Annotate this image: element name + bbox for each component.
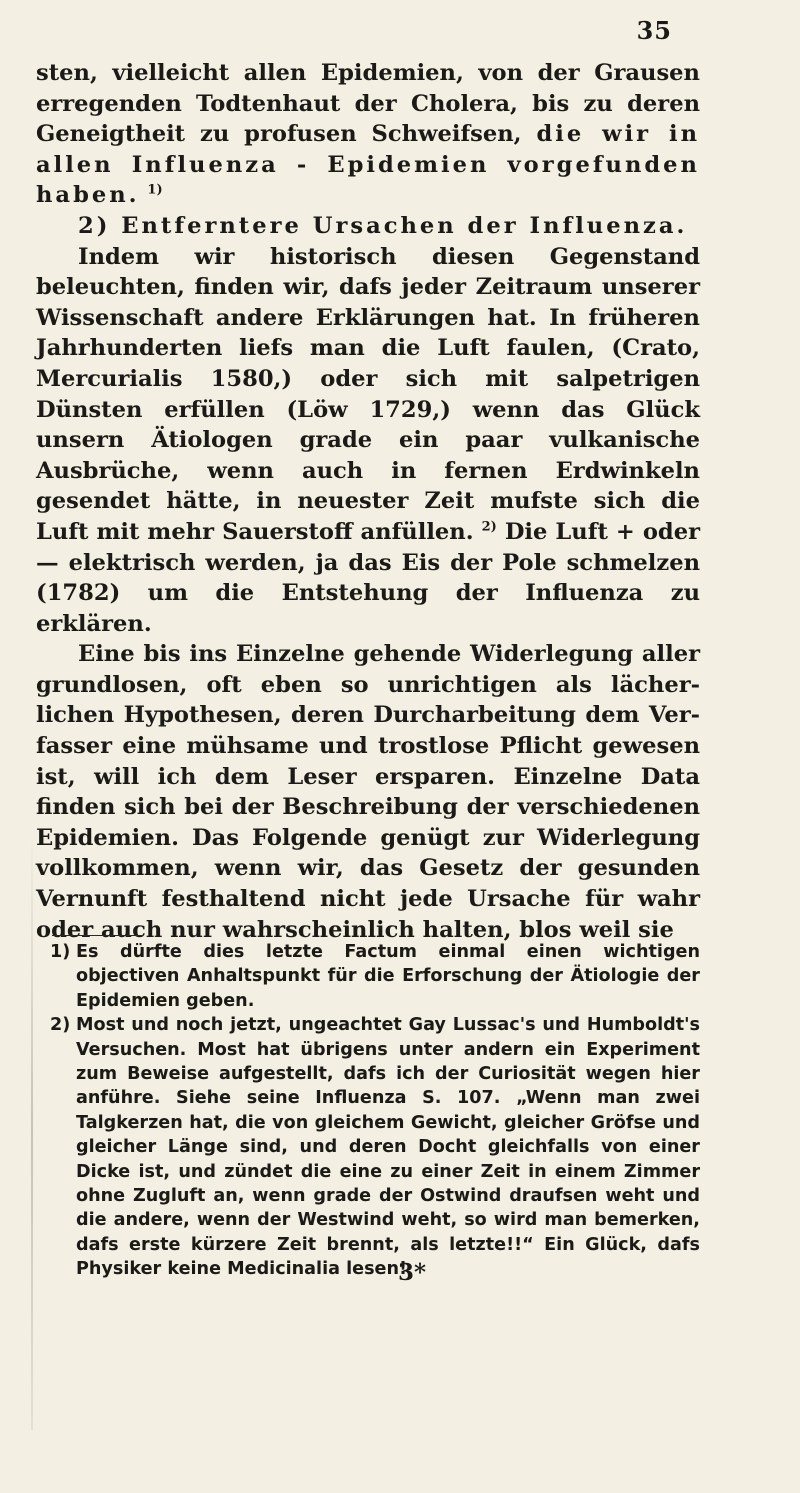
page-gutter-shadow [31,830,33,1430]
emphasized-text: die wir in allen Influenza - Epidemien vorgefunden haben. [36,121,701,209]
printer-signature: 3* [398,1259,427,1286]
footnote-mark: 2) [50,1015,71,1036]
paragraph-causes [36,242,700,640]
paragraph-text: Indem wir historisch diesen Gegenstand beleuchten, finden wir, dafs jeder Zeitraum unserer Wissenschaft andere Erklärungen hat. In früheren Jahrhunderten liefs man die Luft faulen, (Crato, Mercurialis 1580,) oder sich mit salpetrigen Dünsten erfüllen (Löw 1729,) wenn das Glück unsern Ätiologen grade ein paar vulkanische Ausbrüche, wenn auch in fernen Erdwinkeln gesendet hätte, in neuester Zeit mufste sich die Luft mit mehr Sauerstoff anfüllen. [36,243,700,545]
footnote-reference: 1) [147,182,163,198]
footnote-divider [52,935,142,936]
paragraph-text: sten, vielleicht allen Epidemien, von der Grausen erregenden Todtenhaut der Cholera, bis zu deren Geneigtheit zu profusen Schweifsen, [36,60,700,148]
footnote-2 [50,1013,700,1281]
footnotes [50,940,700,1282]
paragraph-text: Die Luft + oder — elektrisch werden, ja das Eis der Pole schmelzen (1782) um die Entstehung der Influenza zu erklären. [36,518,701,637]
page-number: 35 [636,16,672,45]
footnote-reference: 2) [481,519,497,535]
section-heading [36,211,700,242]
section-heading-text: 2) Entferntere Ursachen der Influenza. [78,212,688,239]
footnote-1 [50,940,700,1013]
main-text [36,58,700,945]
paragraph-continuation [36,58,700,211]
paragraph-refutation: Eine bis ins Einzelne gehende Widerlegung aller grundlosen, oft eben so unrichtigen als lächerlichen Hypothesen, deren Durcharbeitung dem Verfasser eine mühsame und trostlose Pflicht gewesen ist, will ich dem Leser ersparen. Einzelne Data finden sich bei der Beschreibung der verschiedenen Epidemien. Das Folgende genügt zur Widerlegung vollkommen, wenn wir, das Gesetz der gesunden Vernunft festhaltend nicht jede Ursache für wahr oder auch nur wahrscheinlich halten, blos weil sie [36,641,700,943]
footnote-text: Most und noch jetzt, ungeachtet Gay Lussac's und Humboldt's Versuchen. Most hat übrigens unter andern ein Experiment zum Beweise aufgestellt, dafs ich der Curiosität wegen hier anführe. Siehe seine Influenza S. 107. „Wenn man zwei Talgkerzen hat, die von gleichem Gewicht, gleicher Gröfse und gleicher Länge sind, und deren Docht gleichfalls von einer Dicke ist, und zündet die eine zu einer Zeit in einem Zimmer ohne Zugluft an, wenn grade der Ostwind draufsen weht und die andere, wenn der Westwind weht, so wird man bemerken, dafs erste kürzere Zeit brennt, als letzte!!“ Ein Glück, dafs Physiker keine Medicinalia lesen! [76,1015,700,1280]
footnote-text: Es dürfte dies letzte Factum einmal einen wichtigen objectiven Anhaltspunkt für die Erforschung der Ätiologie der Epidemien geben. [76,942,700,1011]
footnote-mark: 1) [50,942,71,962]
